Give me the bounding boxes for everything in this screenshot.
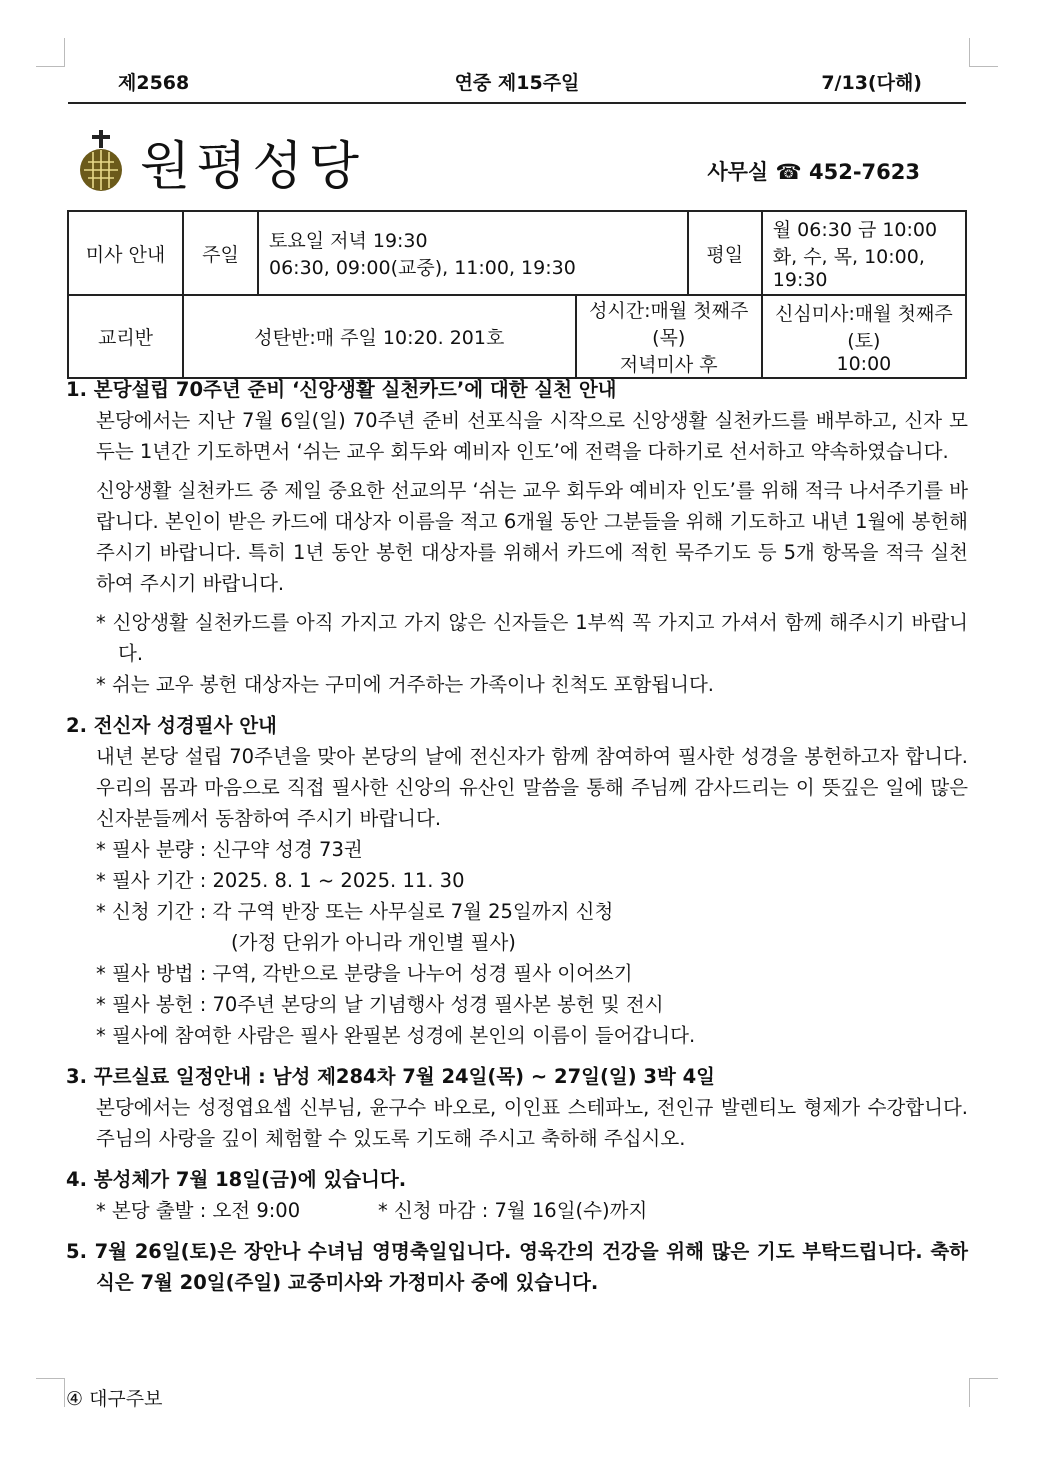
weekday-times-line: 화, 수, 목, 10:00, 19:30 [772,246,925,291]
schedule-table [67,210,967,379]
paragraph: 신앙생활 실천카드 중 제일 중요한 선교의무 ‘쉬는 교우 회두와 예비자 인도’를 위해 적극 나서주기를 바랍니다. 본인이 받은 카드에 대상자 이름을 적고 6개월 동안 그분들을 위해 기도하고 내년 1월에 봉헌해 주시기 바랍니다. 특히 1년 동안 봉헌 대상자를 위해서 카드에 적힌 묵주기도 등 5개 항목을 적극 실천하여 주시기 바랍니다. [96,479,968,595]
section-title: 1. 본당설립 70주년 준비 ‘신앙생활 실천카드’에 대한 실천 안내 [66,378,617,401]
weekday-times-line: 월 06:30 금 10:00 [772,219,938,241]
bullet-item: * 신앙생활 실천카드를 아직 가지고 가지 않은 신자들은 1부씩 꼭 가지고 가셔서 함께 해주시기 바랍니다. [96,611,968,665]
devotion-mass-line: 신심미사:매월 첫째주(토) [775,302,953,352]
devotion-mass-line: 10:00 [836,352,892,375]
paragraph: 본당에서는 지난 7월 6일(일) 70주년 준비 선포식을 시작으로 신앙생활 실천카드를 배부하고, 신자 모두는 1년간 기도하면서 ‘쉬는 교우 회두와 예비자 인도’에 전력을 다하기로 선서하고 약속하였습니다. [96,409,968,463]
crop-mark [36,38,65,67]
bullet-item: * 필사에 참여한 사람은 필사 완필본 성경에 본인의 이름이 들어갑니다. [96,1024,696,1047]
weekday-label: 평일 [688,211,762,295]
weekday-times [762,211,966,295]
holy-hour [576,295,762,378]
holy-hour-line: 성시간:매월 첫째주(목) [589,300,749,349]
bulletin-date: 7/13(다해) [821,72,922,94]
seongtan-class: 성탄반:매 주일 10:20. 201호 [183,295,576,378]
announcement-1 [66,374,968,700]
crop-mark [969,38,998,67]
church-name: 원평성당 [140,137,365,197]
sunday-times-line: 토요일 저녁 19:30 [269,230,428,252]
section-title: 5. 7월 26일(토)은 장안나 수녀님 영명축일입니다. 영육간의 건강을 위해 많은 기도 부탁드립니다. 축하식은 7월 20일(주일) 교중미사와 가정미사 중에 있습니다. [66,1240,968,1294]
crop-mark [969,1378,998,1407]
footer-page: ④ 대구주보 [66,1388,163,1410]
liturgical-sunday: 연중 제15주일 [454,72,580,94]
bullet-item: * 필사 기간 : 2025. 8. 1 ~ 2025. 11. 30 [96,869,465,892]
crop-mark [36,1378,65,1407]
office-phone: 사무실 ☎ 452-7623 [707,160,920,184]
bullet-item: * 신청 기간 : 각 구역 반장 또는 사무실로 7월 25일까지 신청 [96,900,614,923]
section-title: 3. 꾸르실료 일정안내 : 남성 제284차 7월 24일(목) ~ 27일(일) 3박 4일 [66,1065,716,1088]
section-title: 4. 봉성체가 7월 18일(금)에 있습니다. [66,1168,407,1191]
mass-label: 미사 안내 [68,211,183,295]
paragraph: 본당에서는 성정엽요셉 신부님, 윤구수 바오로, 이인표 스테파노, 전인규 발렌티노 형제가 수강합니다. 주님의 사랑을 깊이 체험할 수 있도록 기도해 주시고 축하해 주십시오. [96,1096,968,1150]
announcement-3 [66,1061,968,1154]
bullet-item: * 필사 분량 : 신구약 성경 73권 [96,838,363,861]
sunday-times [258,211,688,295]
bullet-note: (가정 단위가 아니라 개인별 필사) [231,931,516,954]
bullet-item: * 본당 출발 : 오전 9:00 [96,1199,301,1222]
church-logo-icon [76,130,126,192]
announcements [66,374,968,1308]
bullet-item: * 쉬는 교우 봉헌 대상자는 구미에 거주하는 가족이나 친척도 포함됩니다. [96,673,715,696]
sunday-label: 주일 [183,211,258,295]
sunday-times-line: 06:30, 09:00(교중), 11:00, 19:30 [269,257,576,279]
devotion-mass [762,295,966,378]
section-title: 2. 전신자 성경필사 안내 [66,714,277,737]
announcement-5 [66,1236,968,1298]
bullet-item: * 필사 방법 : 구역, 각반으로 분량을 나누어 성경 필사 이어쓰기 [96,962,633,985]
issue-number: 제2568 [118,72,190,94]
bullet-row [96,1195,968,1226]
announcement-4 [66,1164,968,1226]
title-row [68,118,966,198]
holy-hour-line: 저녁미사 후 [619,354,718,376]
bullet-item: * 신청 마감 : 7월 16일(수)까지 [378,1199,648,1222]
paragraph: 내년 본당 설립 70주년을 맞아 본당의 날에 전신자가 함께 참여하여 필사한 성경을 봉헌하고자 합니다. 우리의 몸과 마음으로 직접 필사한 신앙의 유산인 말씀을 통해 주님께 감사드리는 이 뜻깊은 일에 많은 신자분들께서 동참하여 주시기 바랍니다. [96,745,968,830]
bullet-item: * 필사 봉헌 : 70주년 본당의 날 기념행사 성경 필사본 봉헌 및 전시 [96,993,664,1016]
catechism-label: 교리반 [68,295,183,378]
bulletin-header [68,62,966,104]
announcement-2 [66,710,968,1051]
